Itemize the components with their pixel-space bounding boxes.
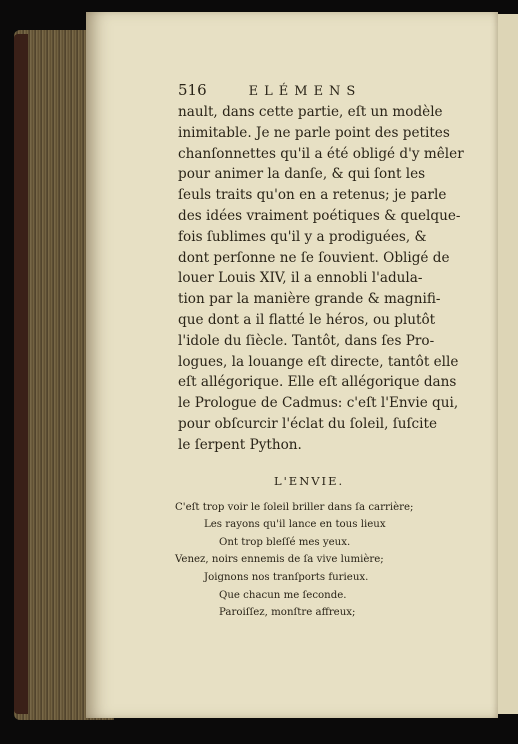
prose-line: eſt allégorique. Elle eſt allégorique dans: [178, 374, 457, 391]
verse-line: Venez, noirs ennemis de ſa vive lumière;: [175, 554, 384, 566]
running-title: ELÉMENS: [248, 84, 362, 99]
prose-line: inimitable. Je ne parle point des petites: [178, 124, 450, 141]
verse-block: [175, 499, 456, 622]
verse-line: Les rayons qu'il lance en tous lieux: [204, 519, 386, 531]
section-heading: L'ENVIE.: [274, 473, 345, 488]
prose-line: des idées vraiment poétiques & quelque-: [178, 207, 461, 224]
prose-line: le Prologue de Cadmus: c'eſt l'Envie qui,: [178, 395, 459, 412]
prose-line: chanſonnettes qu'il a été obligé d'y mêler: [178, 145, 464, 162]
page-number: 516: [178, 81, 207, 99]
prose-line: pour obſcurcir l'éclat du ſoleil, ſuſcite: [178, 415, 438, 432]
prose-line: ſeuls traits qu'on en a retenus; je parle: [178, 187, 447, 204]
prose-line: que dont a il flatté le héros, ou plutôt: [178, 311, 436, 328]
prose-line: louer Louis XIV, il a ennobli l'adula-: [178, 270, 423, 287]
prose-line: tion par la manière grande & magnifi-: [178, 291, 441, 308]
verse-line: C'eſt trop voir le ſoleil briller dans ſa carrière;: [175, 501, 414, 513]
running-header: [178, 80, 456, 102]
verse-line: Ont trop bleſſé mes yeux.: [219, 536, 351, 548]
prose-line: le ſerpent Python.: [178, 436, 302, 453]
facing-page-edge: [496, 14, 518, 714]
verse-line: Paroiſſez, monſtre affreux;: [219, 607, 356, 619]
verse-line: Que chacun me ſeconde.: [219, 589, 347, 601]
prose-line: l'idole du ſiècle. Tantôt, dans ſes Pro-: [178, 332, 435, 349]
verse-line: Joignons nos tranſports furieux.: [204, 571, 369, 583]
prose-line: fois ſublimes qu'il y a prodiguées, &: [178, 228, 427, 245]
prose-block: [178, 102, 464, 456]
prose-line: dont perſonne ne ſe ſouvient. Obligé de: [178, 249, 450, 266]
prose-line: pour animer la danſe, & qui ſont les: [178, 166, 426, 183]
prose-line: nault, dans cette partie, eſt un modèle: [178, 104, 443, 120]
prose-line: logues, la louange eſt directe, tantôt elle: [178, 353, 459, 370]
book-cover-edge: [14, 34, 28, 714]
page-text: [175, 80, 464, 622]
